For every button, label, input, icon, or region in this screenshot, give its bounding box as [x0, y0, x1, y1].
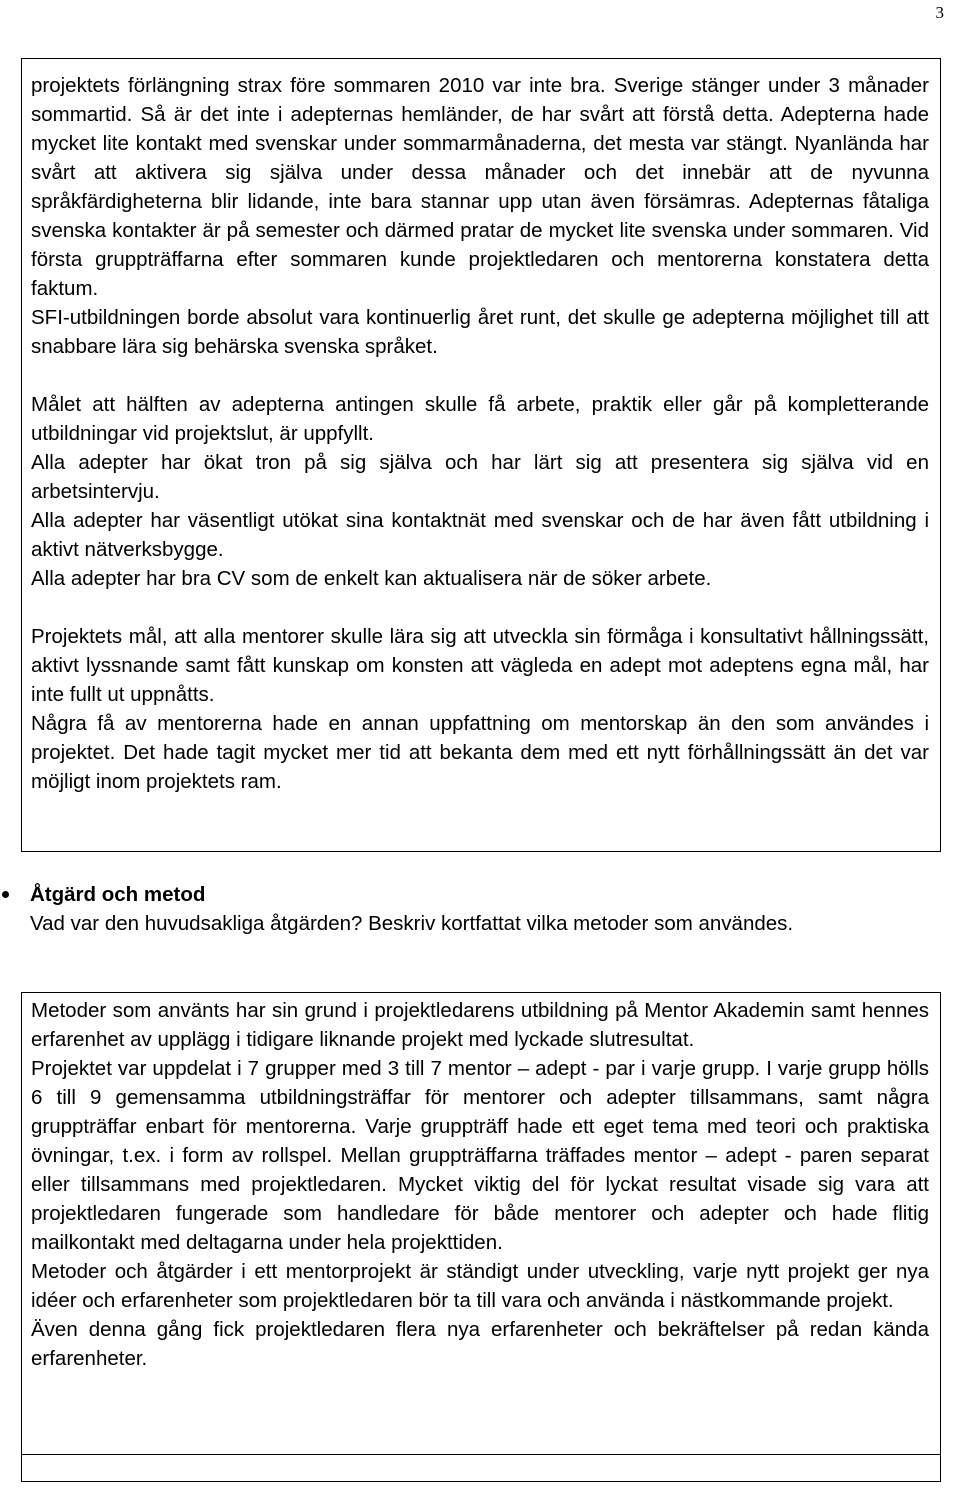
paragraph-method-origin: Metoder som använts har sin grund i projektledarens utbildning på Mentor Akademin samt hennes erfarenhet av upplägg i tidigare liknande projekt med lyckade slutresultat.	[31, 999, 929, 1051]
section-question: Vad var den huvudsakliga åtgärden? Beskriv kortfattat vilka metoder som användes.	[30, 912, 794, 935]
paragraph-groups: Projektet var uppdelat i 7 grupper med 3 till 7 mentor – adept - par i varje grupp. I varje grupp hölls 6 till 9 gemensamma utbildningsträffar för mentorer och adepter tillsammans, samt några gruppträffar enbart för mentorerna. Varje gruppträff hade ett eget tema med teori och praktiska övningar, t.ex. i form av rollspel. Mellan gruppträffarna träffades mentor – adept - paren separat eller tillsammans med projektledaren. Mycket viktig del för lyckat resultat visade sig vara att projektledaren fungerade som handledare för både mentorer och adepter och hade flitig mailkontakt med deltagarna under hela projekttiden.	[31, 1057, 929, 1254]
results-text-box	[21, 58, 941, 852]
paragraph-mentor-goal: Projektets mål, att alla mentorer skulle lära sig att utveckla sin förmåga i konsultativt hållningssätt, aktivt lyssnande samt fått kunskap om konsten att vägleda en adept mot adeptens egna mål, har inte fullt ut uppnåtts.	[31, 625, 929, 706]
methods-text-box	[21, 992, 941, 1482]
paragraph-self-confidence: Alla adepter har ökat tron på sig själva och har lärt sig att presentera sig själva vid en arbetsintervju.	[31, 451, 929, 503]
page-number: 3	[935, 3, 944, 22]
section-title: Åtgärd och metod	[30, 883, 206, 906]
paragraph-mentor-view: Några få av mentorerna hade en annan uppfattning om mentorskap än den som användes i projektet. Det hade tagit mycket mer tid att bekanta dem med ett nytt förhållningssätt än det var möjligt inom projektets ram.	[31, 712, 929, 793]
paragraph-sfi-education: SFI-utbildningen borde absolut vara kontinuerlig året runt, det skulle ge adepterna möjlighet till att snabbare lära sig behärska svenska språket.	[31, 306, 929, 358]
table-divider	[22, 1454, 940, 1455]
paragraph-goal-achieved: Målet att hälften av adepterna antingen skulle få arbete, praktik eller går på kompletterande utbildningar vid projektslut, är uppfyllt.	[31, 393, 929, 445]
paragraph-experiences: Även denna gång fick projektledaren flera nya erfarenheter och bekräftelser på redan kända erfarenheter.	[31, 1318, 929, 1370]
paragraph-cv: Alla adepter har bra CV som de enkelt kan aktualisera när de söker arbete.	[31, 567, 712, 590]
paragraph-development: Metoder och åtgärder i ett mentorprojekt är ständigt under utveckling, varje nytt projekt ger nya idéer och erfarenheter som projektledaren bör ta till vara och använda i nästkommande projekt.	[31, 1260, 929, 1312]
paragraph-summer-break: projektets förlängning strax före sommaren 2010 var inte bra. Sverige stänger under 3 månader sommartid. Så är det inte i adepternas hemländer, de har svårt att förstå detta. Adepterna hade mycket lite kontakt med svenskar under sommarmånaderna, det mesta var stängt. Nyanlända har svårt att aktivera sig själva under dessa månader och det innebär att de nyvunna språkfärdigheterna blir lidande, inte bara stannar upp utan även försämras. Adepternas fåtaliga svenska kontakter är på semester och därmed pratar de mycket lite svenska under sommaren. Vid första gruppträffarna efter sommaren kunde projektledaren och mentorerna konstatera detta faktum.	[31, 74, 929, 300]
bullet-icon	[2, 891, 9, 898]
paragraph-network: Alla adepter har väsentligt utökat sina kontaktnät med svenskar och de har även fått utbildning i aktivt nätverksbygge.	[31, 509, 929, 561]
